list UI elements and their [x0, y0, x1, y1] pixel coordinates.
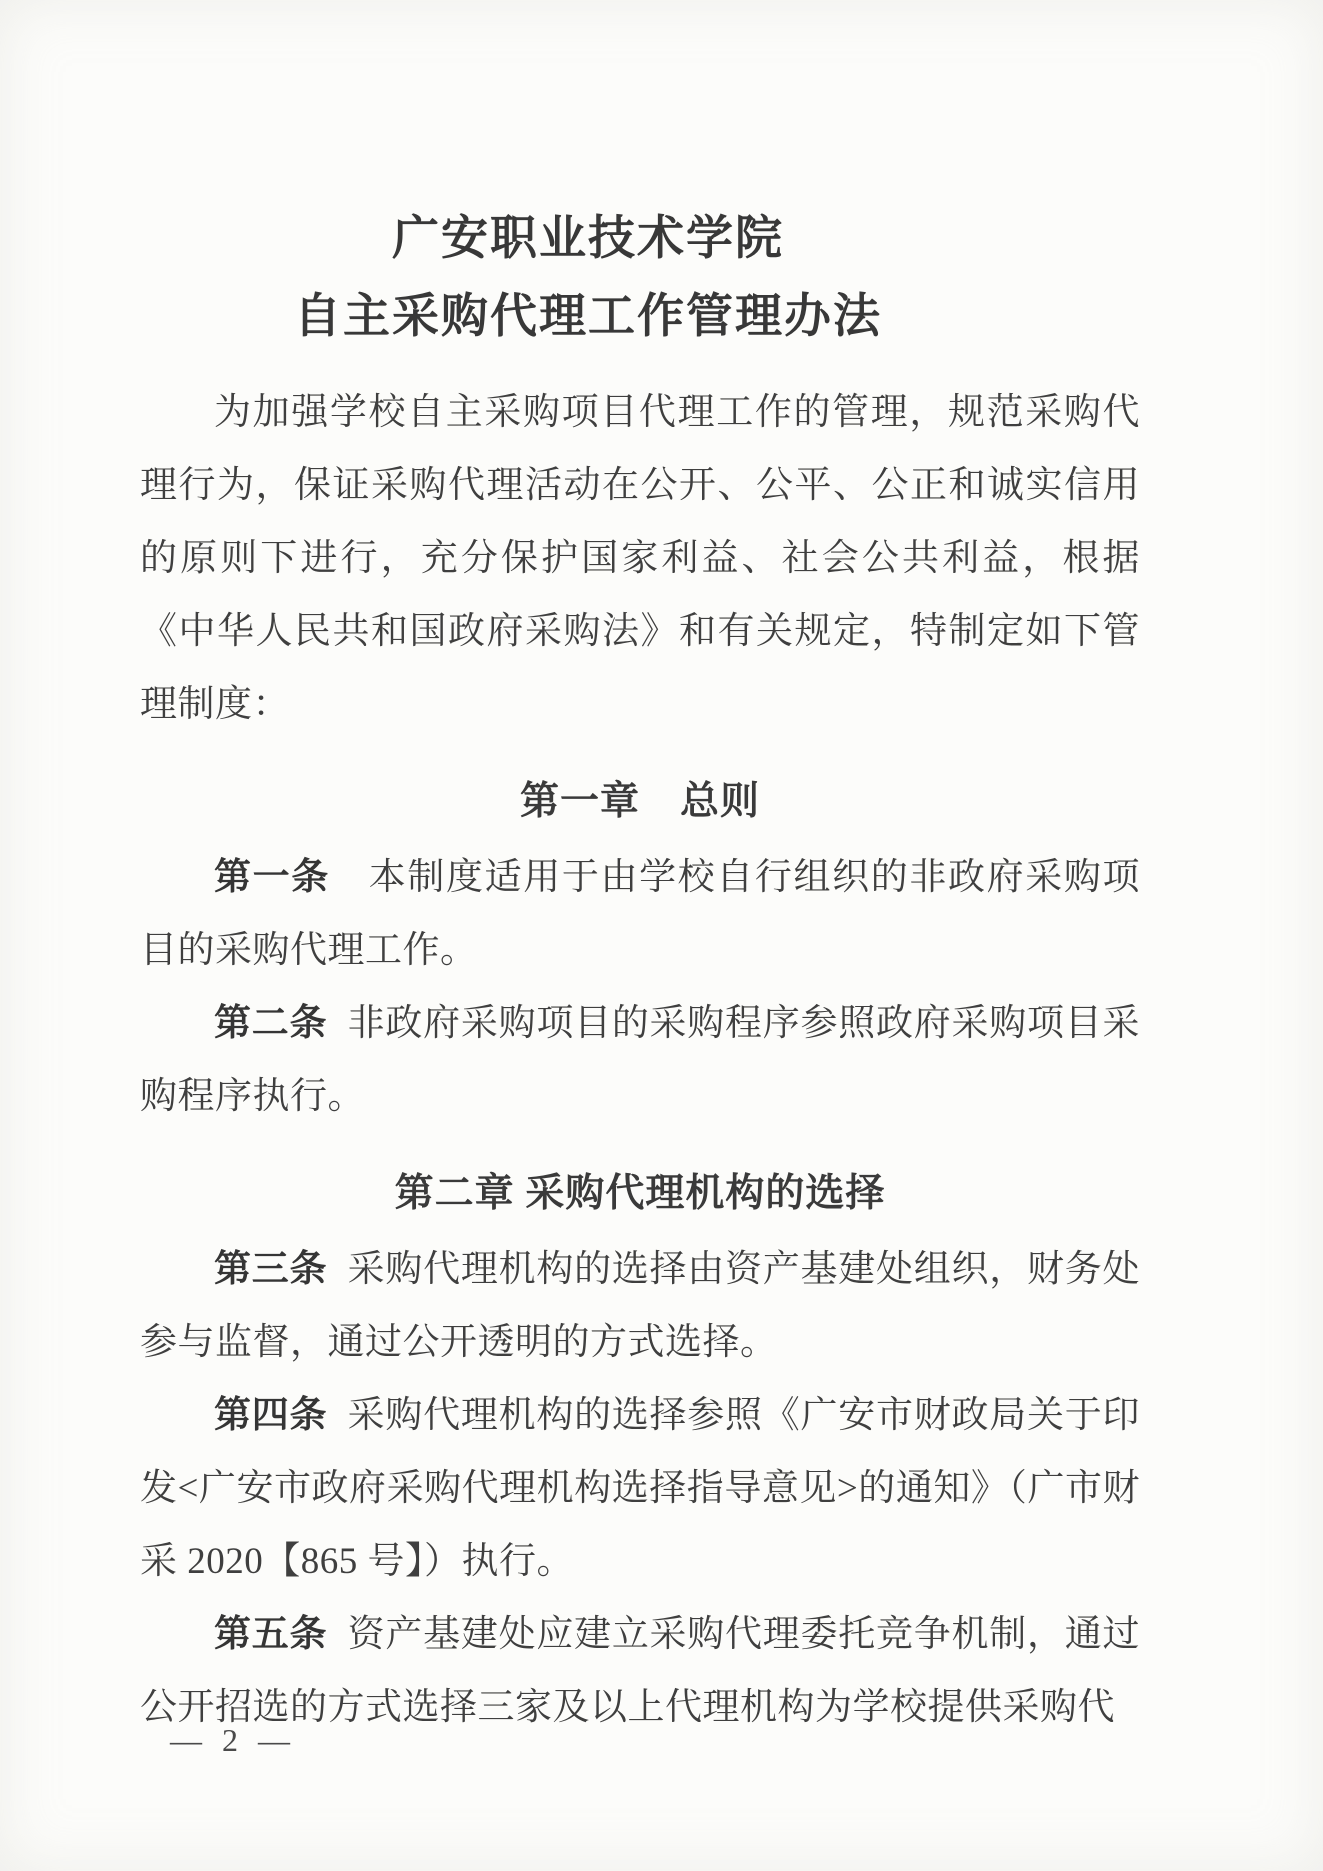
article-5-label: 第五条: [214, 1614, 328, 1655]
document-title: [88, 200, 1088, 356]
article-2: [140, 987, 1140, 1133]
intro-paragraph: 为加强学校自主采购项目代理工作的管理，规范采购代理行为，保证采购代理活动在公开、公平、公正和诚实信用的原则下进行，充分保护国家利益、社会公共利益，根据《中华人民共和国政府采购法》和有关规定，特制定如下管理制度：: [140, 392, 1140, 725]
chapter-1-heading: 第一章 总则: [519, 780, 760, 823]
article-1-text: 本制度适用于由学校自行组织的非政府采购项目的采购代理工作。: [140, 857, 1141, 971]
article-3-label: 第三条: [214, 1249, 328, 1290]
document-content: [140, 200, 1140, 1744]
document-title-line1: 广安职业技术学院: [392, 213, 784, 265]
page-number: — 2 —: [170, 1722, 296, 1758]
article-3-text: 采购代理机构的选择由资产基建处组织，财务处参与监督，通过公开透明的方式选择。: [140, 1249, 1141, 1363]
article-3: [140, 1233, 1140, 1379]
article-4: [140, 1379, 1140, 1598]
article-1-label: 第一条: [214, 857, 330, 898]
article-2-label: 第二条: [214, 1003, 328, 1044]
article-4-text: 采购代理机构的选择参照《广安市财政局关于印发<广安市政府采购代理机构选择指导意见>的通知》（广市财采 2020【865 号】）执行。: [140, 1395, 1141, 1582]
article-5-text: 资产基建处应建立采购代理委托竞争机制，通过公开招选的方式选择三家及以上代理机构为学校提供采购代: [140, 1614, 1141, 1728]
chapter-2-heading: 第二章 采购代理机构的选择: [394, 1172, 886, 1215]
article-1: [140, 841, 1140, 987]
article-4-label: 第四条: [214, 1395, 328, 1436]
article-2-text: 非政府采购项目的采购程序参照政府采购项目采购程序执行。: [140, 1003, 1141, 1117]
document-title-line2: 自主采购代理工作管理办法: [294, 291, 882, 343]
